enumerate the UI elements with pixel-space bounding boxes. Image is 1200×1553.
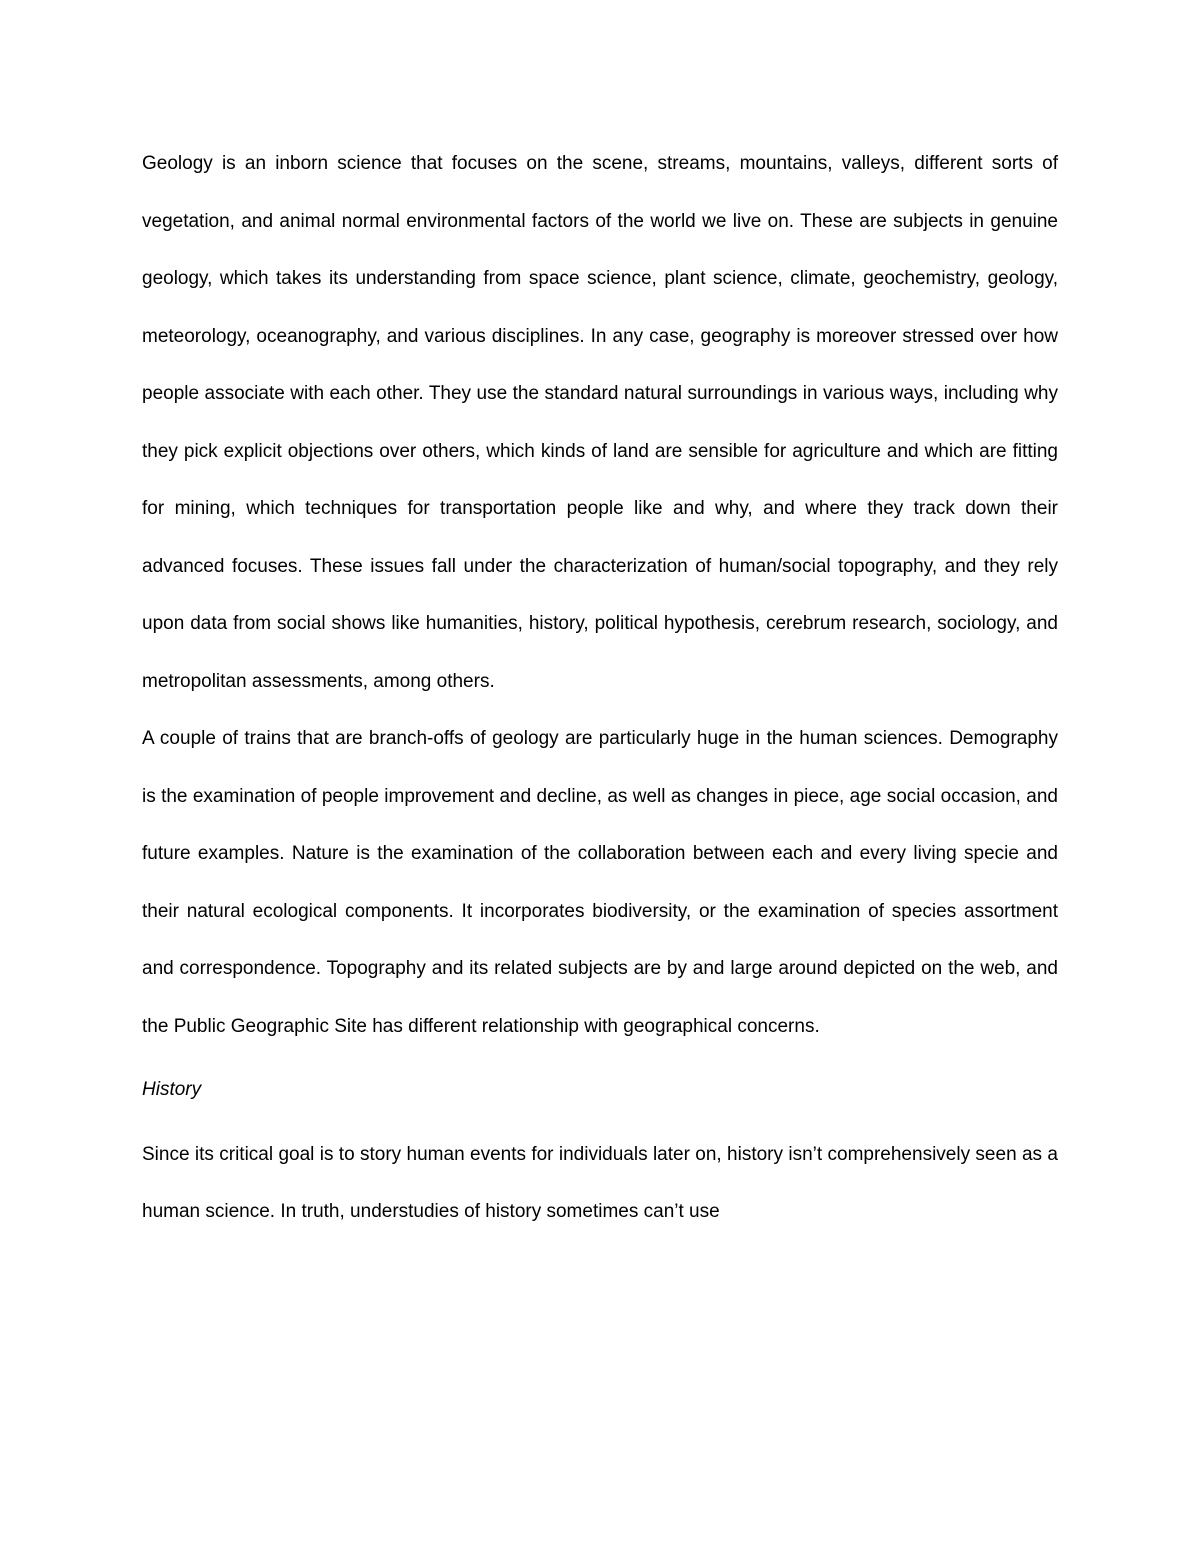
paragraph-history: Since its critical goal is to story human events for individuals later on, history isn’t comprehensively seen as a human science. In truth, understudies of history sometimes can’t use xyxy=(142,1143,1058,1222)
section-heading-history: History xyxy=(142,1079,202,1100)
document-body xyxy=(142,135,1058,1241)
paragraph-geology: Geology is an inborn science that focuses on the scene, streams, mountains, valleys, different sorts of vegetation, and animal normal environmental factors of the world we live on. These are subjects in genuine geology, which takes its understanding from space science, plant science, climate, geochemistry, geology, meteorology, oceanography, and various disciplines. In any case, geography is moreover stressed over how people associate with each other. They use the standard natural surroundings in various ways, including why they pick explicit objections over others, which kinds of land are sensible for agriculture and which are fitting for mining, which techniques for transportation people like and why, and where they track down their advanced focuses. These issues fall under the characterization of human/social topography, and they rely upon data from social shows like humanities, history, political hypothesis, cerebrum research, sociology, and metropolitan assessments, among others. xyxy=(142,153,1058,692)
paragraph-branch-offs: A couple of trains that are branch-offs of geology are particularly huge in the human sciences. Demography is the examination of people improvement and decline, as well as changes in piece, age social occasion, and future examples. Nature is the examination of the collaboration between each and every living specie and their natural ecological components. It incorporates biodiversity, or the examination of species assortment and correspondence. Topography and its related subjects are by and large around depicted on the web, and the Public Geographic Site has different relationship with geographical concerns. xyxy=(142,728,1058,1037)
